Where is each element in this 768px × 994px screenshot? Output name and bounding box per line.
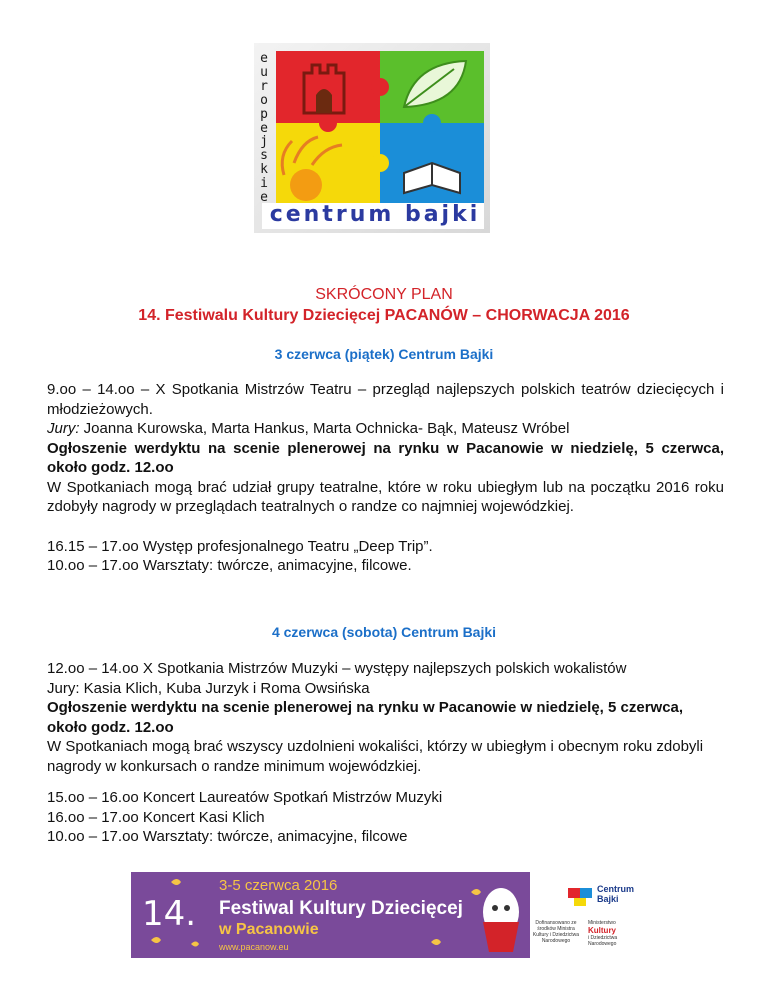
day-1-program xyxy=(47,380,724,576)
ministry-big: Kultury xyxy=(588,926,616,935)
logo-vertical-text xyxy=(256,52,272,205)
partner-note-left: Dofinansowano ze środków Ministra Kultury i Dziedzictwa Narodowego xyxy=(532,920,580,944)
day-1-eligibility: W Spotkaniach mogą brać udział grupy teatralne, które w roku ubiegłym lub na początku 2016 roku zdobyły nagrody w przeglądach teatralnych o randze co najmniej wojewódzkiej. xyxy=(47,478,724,515)
banner-partners xyxy=(530,872,638,958)
logo-letter: e xyxy=(260,51,268,66)
ministry-logo xyxy=(588,920,636,947)
logo-letter: r xyxy=(260,78,268,94)
logo-letter: p xyxy=(260,106,268,122)
day-2-event-3: 16.oo – 17.oo Koncert Kasi Klich xyxy=(47,808,265,826)
goat-illustration-icon xyxy=(483,888,519,952)
logo-letter: u xyxy=(260,64,268,80)
logo-letter: j xyxy=(260,134,268,150)
banner-dates: 3-5 czerwca 2016 xyxy=(219,877,338,894)
partner-logo-label: Centrum Bajki xyxy=(597,884,635,904)
day-1-event-3: 10.oo – 17.oo Warsztaty: twórcze, animacyjne, filcowe. xyxy=(47,557,412,574)
banner-url: www.pacanow.eu xyxy=(219,942,289,952)
day-1-title: 3 czerwca (piątek) Centrum Bajki xyxy=(274,346,494,362)
day-2-announcement: Ogłoszenie werdyktu na scenie plenerowej na rynku w Pacanowie w niedzielę, 5 czerwca, około godz. 12.oo xyxy=(47,699,684,736)
logo-letter: e xyxy=(260,120,268,136)
banner-title: Festiwal Kultury Dziecięcej xyxy=(219,898,463,919)
page-subtitle: 14. Festiwalu Kultury Dziecięcej PACANÓW – CHORWACJA 2016 xyxy=(138,307,630,324)
banner-place: w Pacanowie xyxy=(219,921,319,938)
logo-letter: o xyxy=(260,92,268,108)
jury-label: Jury: xyxy=(47,420,80,437)
page-title: SKRÓCONY PLAN xyxy=(315,286,453,303)
logo-letter: k xyxy=(260,162,268,178)
day-2-eligibility: W Spotkaniach mogą brać wszyscy uzdolnieni wokaliści, którzy w ubiegłym i obecnym roku zdobyli nagrody w konkursach o randze minimum wojewódzkiej. xyxy=(47,738,704,775)
logo-letter: s xyxy=(260,148,268,164)
ministry-post: i Dziedzictwa Narodowego xyxy=(588,935,618,947)
ministry-pre: Ministerstwo xyxy=(588,920,616,926)
day-2-event-2: 15.oo – 16.oo Koncert Laureatów Spotkań Mistrzów Muzyki xyxy=(47,789,443,806)
logo-letter: e xyxy=(260,190,268,206)
logo-caption: centrum bajki xyxy=(269,202,481,227)
centrum-bajki-small-logo-icon xyxy=(566,880,596,908)
day-2-program xyxy=(47,659,724,847)
jury-names: Joanna Kurowska, Marta Hankus, Marta Ochnicka- Bąk, Mateusz Wróbel xyxy=(79,420,570,437)
day-2-event-4: 10.oo – 17.oo Warsztaty: twórcze, animacyjne, filcowe xyxy=(47,828,408,845)
logo-letter: i xyxy=(260,176,268,192)
day-2-event-1: 12.oo – 14.oo X Spotkania Mistrzów Muzyki – występy najlepszych polskich wokalistów xyxy=(47,660,627,677)
day-2-jury: Jury: Kasia Klich, Kuba Jurzyk i Roma Owsińska xyxy=(47,679,370,697)
day-2-title: 4 czerwca (sobota) Centrum Bajki xyxy=(271,624,497,640)
day-1-jury xyxy=(47,419,724,439)
day-1-event-1: 9.oo – 14.oo – X Spotkania Mistrzów Teatru – przegląd najlepszych polskich teatrów dziecięcych i młodzieżowych. xyxy=(47,381,724,418)
festival-banner xyxy=(131,872,638,958)
day-1-event-2: 16.15 – 17.oo Występ profesjonalnego Teatru „Deep Trip”. xyxy=(47,537,433,555)
banner-number: 14. xyxy=(142,894,197,934)
day-1-announcement: Ogłoszenie werdyktu na scenie plenerowej na rynku w Pacanowie w niedzielę, 5 czerwca, około godz. 12.oo xyxy=(47,439,724,476)
